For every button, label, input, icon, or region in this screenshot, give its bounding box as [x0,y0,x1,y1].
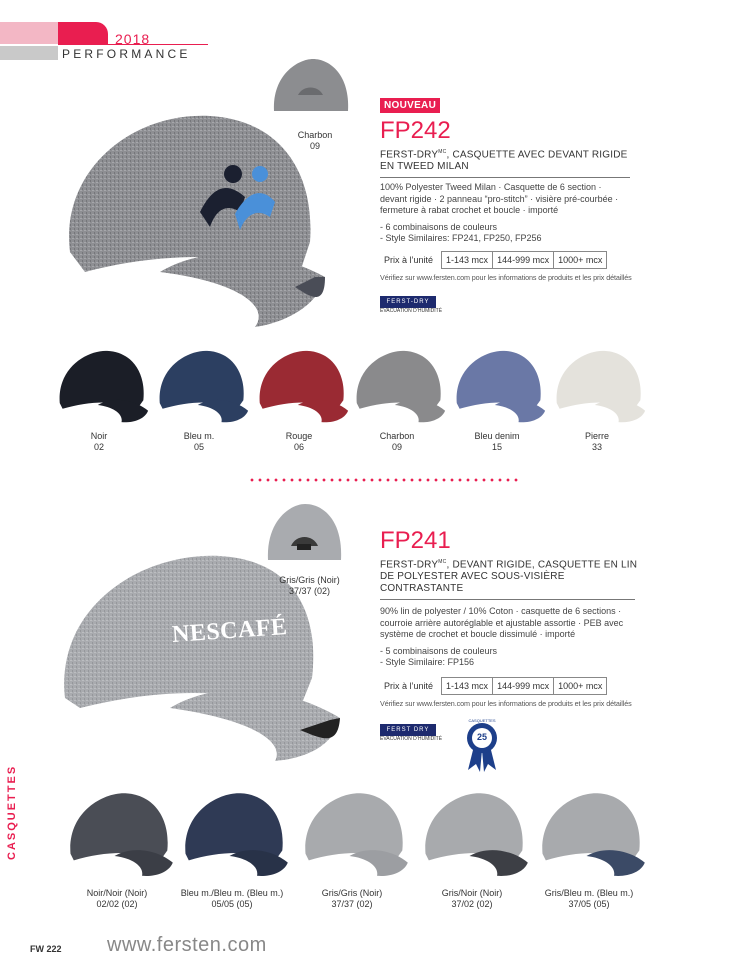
header-title: PERFORMANCE [62,47,191,61]
page-number: FW 222 [30,944,62,954]
product1-description: 100% Polyester Tweed Milan · Casquette de 6 section · devant rigide · 2 panneau “pro-stitch” · visière pré-courbée · fermeture à rabat crochet et boucle · importé - 6 combinaisons de couleurs - Style Similaires: FP241, FP250, FP256 [380,182,619,244]
swatch-label: Gris/Bleu m. (Bleu m.) 37/05 (05) [544,888,634,909]
swatch-label: Noir 02 [90,431,108,452]
product1-code: FP242 [380,117,451,144]
product2-info [380,527,645,773]
footer-url: www.fersten.com [107,934,267,956]
swatch-label: Charbon 09 [379,431,415,452]
swatch-label: Gris/Noir (Noir) 37/02 (02) [441,888,503,909]
swatch-cap-1 [65,788,175,885]
nescafe-logo: NESCAFÉ [171,614,289,648]
product1-note: Vérifiez sur www.fersten.com pour les informations de produits et les prix détaillés [380,272,632,282]
swatch-label: Bleu m. 05 [183,431,215,452]
product2-back-label: Gris/Gris (Noir) 37/37 (02) [279,575,340,596]
header-gray-bar [0,46,58,60]
ferst-dry-logo-2: FERST DRY ÉVACUATION D’HUMIDITÉ [380,724,442,742]
swatch-label: Rouge 06 [285,431,313,452]
product1-name: FERST-$DRY^{MC}$, CASQUETTE AVEC DEVANT RIGIDE EN TWEED MILAN [380,149,628,173]
product2-note: Vérifiez sur www.fersten.com pour les informations de produits et les prix détaillés [380,698,632,708]
swatch-cap-3 [255,346,350,431]
product2-price-table: Prix à l’unité 1-143 mcx 144-999 mcx 1000+ mcx [380,677,607,695]
swatch-cap-2 [155,346,250,431]
swatch-label: Bleu m./Bleu m. (Bleu m.) 05/05 (05) [180,888,284,909]
product2-description: 90% lin de polyester / 10% Coton · casquette de 6 sections · courroie arrière autoréglable et ajustable assortie · PEB avec système de crochet et boucle dissimulé · importé - 5 combinaisons de couleurs - Style Similaire: FP156 [380,606,624,668]
swatch-cap-1 [55,346,150,431]
award-ribbon-icon: CASQUETTES 25 [462,718,502,773]
swatch-label: Gris/Gris (Noir) 37/37 (02) [321,888,383,909]
product1-info [380,95,640,314]
swatch-cap-6 [552,346,647,431]
sidebar-category: CASQUETTES [6,764,18,860]
swatch-label: Pierre 33 [584,431,609,452]
header-year: 2018 [115,31,151,47]
swatch-cap-4 [352,346,447,431]
swatch-cap-2 [180,788,290,885]
product2-back-image [263,500,345,570]
swatch-cap-5 [537,788,647,885]
product2-rule [380,599,635,600]
swatch-cap-3 [300,788,410,885]
product1-price-table: Prix à l’unité 1-143 mcx 144-999 mcx 1000+ mcx [380,251,607,269]
ferst-dry-logo: FERST-DRY ÉVACUATION D’HUMIDITÉ [380,296,640,314]
swatch-cap-4 [420,788,530,885]
section-divider [248,478,522,482]
product1-back-image [268,55,352,123]
swatch-label: Noir/Noir (Noir) 02/02 (02) [86,888,148,909]
product2-name: FERST-$DRY^{MC}$, DEVANT RIGIDE, CASQUETTE EN LIN DE POLYESTER AVEC SOUS-VISIÈRE CONTRASTANTE [380,559,638,595]
swatch-cap-5 [452,346,547,431]
product1-back-label: Charbon 09 [297,130,333,151]
product2-code: FP241 [380,527,451,554]
header-accent-light [0,22,58,44]
swatch-label: Bleu denim 15 [474,431,520,452]
new-badge: NOUVEAU [380,98,440,113]
product1-rule [380,177,630,178]
